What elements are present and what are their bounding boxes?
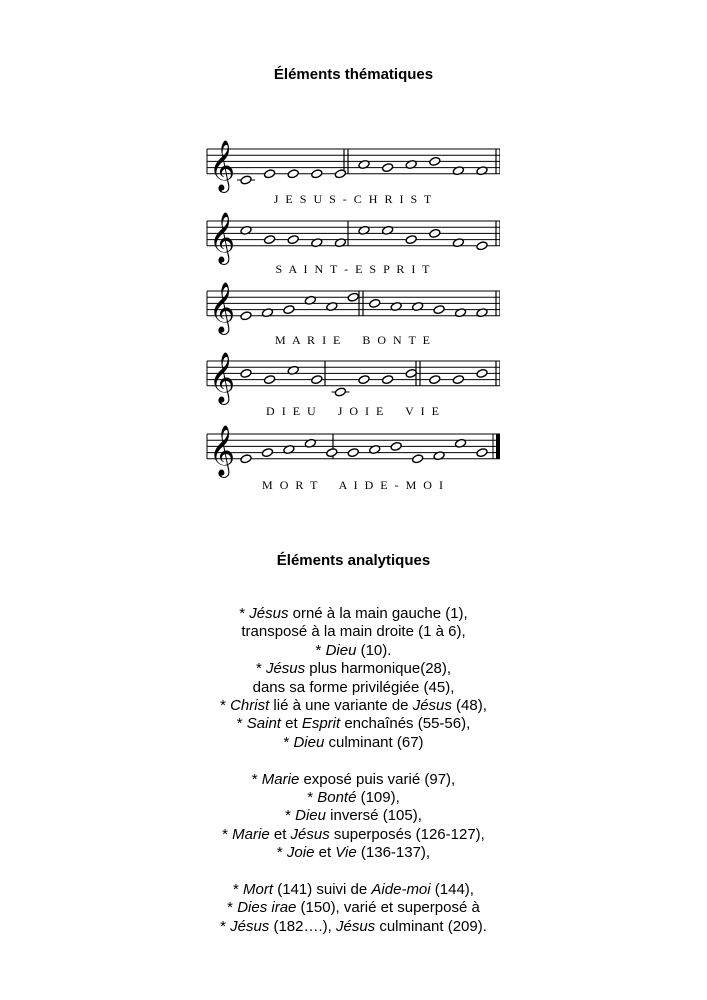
whole-note — [334, 169, 346, 179]
text-segment: (182….), — [269, 917, 336, 935]
whole-note — [452, 375, 464, 385]
whole-note — [347, 292, 359, 302]
text-segment: (141) suivi de — [273, 881, 372, 899]
theme-name: Saint — [246, 715, 281, 733]
whole-note — [287, 169, 299, 179]
text-segment: * — [255, 660, 266, 678]
text-segment: enchaînés (55-56), — [340, 715, 471, 733]
treble-clef-icon: 𝄞 — [209, 211, 236, 263]
whole-note — [429, 375, 441, 385]
analytic-line — [0, 844, 707, 862]
text-segment: et — [280, 715, 302, 733]
analytic-line — [0, 899, 707, 917]
whole-note — [390, 441, 402, 451]
theme-name: Esprit — [301, 715, 341, 733]
analytic-text — [0, 605, 707, 936]
music-staves — [200, 140, 500, 500]
text-segment: inversé (105), — [326, 807, 422, 825]
whole-note — [264, 169, 276, 179]
whole-note — [264, 375, 276, 385]
analytic-line — [0, 789, 707, 807]
text-segment: * — [276, 844, 287, 862]
text-segment: dans sa forme privilégiée (45), — [252, 678, 455, 696]
staff-lyric: J E S U S - C H R I S T — [273, 192, 434, 206]
text-segment: * — [236, 715, 247, 733]
whole-note — [429, 156, 441, 166]
text-segment: * — [220, 697, 231, 715]
blank-line — [0, 752, 707, 770]
analytic-line — [0, 642, 707, 660]
analytic-line — [0, 660, 707, 678]
whole-note — [240, 175, 252, 185]
analytic-line — [0, 734, 707, 752]
text-segment: culminant (209). — [375, 917, 487, 935]
whole-note — [382, 375, 394, 385]
text-segment: * — [315, 641, 326, 659]
whole-note — [283, 305, 295, 315]
text-segment: (136-137), — [356, 844, 431, 862]
whole-note — [347, 448, 359, 458]
whole-note — [334, 387, 346, 397]
analytic-line — [0, 918, 707, 936]
staff-4 — [207, 352, 500, 418]
text-segment: et — [314, 844, 336, 862]
blank-line — [0, 863, 707, 881]
staff-3 — [207, 282, 500, 347]
whole-note — [311, 375, 323, 385]
text-segment: * — [233, 881, 244, 899]
whole-note — [287, 235, 299, 245]
whole-note — [240, 368, 252, 378]
text-segment: * — [307, 789, 318, 807]
staff-5 — [207, 425, 500, 492]
whole-note — [240, 311, 252, 321]
text-segment: exposé puis varié (97), — [299, 770, 456, 788]
theme-name: Dieu — [295, 807, 326, 825]
text-segment: plus harmonique(28), — [305, 660, 452, 678]
whole-note — [433, 305, 445, 315]
theme-name: Jésus — [249, 605, 289, 622]
theme-name: Dieu — [325, 641, 357, 659]
theme-name: Jésus — [412, 697, 452, 715]
analytic-line — [0, 771, 707, 789]
staff-lyric: S A I N T - E S P R I T — [275, 262, 432, 276]
whole-note — [405, 235, 417, 245]
whole-note — [311, 169, 323, 179]
analytic-line — [0, 697, 707, 715]
final-barline — [496, 434, 500, 459]
text-segment: (144), — [430, 881, 474, 899]
whole-note — [476, 368, 488, 378]
text-segment: * — [283, 733, 294, 751]
theme-name: Christ — [230, 697, 270, 715]
theme-name: Vie — [335, 844, 357, 862]
whole-note — [476, 241, 488, 251]
staff-lyric: M A R I E B O N T E — [275, 333, 432, 347]
text-segment: * — [227, 899, 238, 917]
text-segment: superposés (126-127), — [329, 825, 485, 843]
whole-note — [382, 163, 394, 173]
theme-name: Jésus — [335, 917, 376, 935]
text-segment: et — [269, 825, 291, 843]
text-segment: lié à une variante de — [269, 697, 413, 715]
text-segment: (48), — [451, 697, 487, 715]
analytic-line — [0, 881, 707, 899]
text-segment: (150), varié et superposé à — [296, 899, 480, 917]
text-segment: (109), — [356, 789, 400, 807]
theme-name: Dies irae — [237, 899, 297, 917]
whole-note — [412, 454, 424, 464]
theme-name: Bonté — [317, 789, 357, 807]
analytic-line — [0, 715, 707, 733]
analytic-line — [0, 807, 707, 825]
whole-note — [240, 454, 252, 464]
staff-lyric: D I E U J O I E V I E — [266, 404, 441, 418]
text-segment: transposé à la main droite (1 à 6), — [241, 623, 466, 641]
treble-clef-icon: 𝄞 — [209, 281, 236, 333]
theme-name: Marie — [232, 825, 270, 843]
theme-name: Dieu — [293, 733, 325, 751]
thematic-title: Éléments thématiques — [273, 66, 434, 83]
theme-name: Mort — [243, 881, 274, 899]
whole-note — [369, 298, 381, 308]
text-segment: orné à la main gauche (1), — [288, 605, 468, 622]
treble-clef-icon: 𝄞 — [209, 351, 236, 403]
whole-note — [476, 448, 488, 458]
theme-name: Aide-moi — [371, 881, 431, 899]
analytic-line — [0, 679, 707, 697]
analytic-line — [0, 605, 707, 623]
text-segment: culminant (67) — [324, 733, 424, 751]
treble-clef-icon: 𝄞 — [209, 140, 236, 191]
text-segment: * — [251, 770, 262, 788]
theme-name: Jésus — [230, 917, 270, 935]
theme-name: Marie — [261, 770, 300, 788]
treble-clef-icon: 𝄞 — [209, 424, 236, 476]
analytic-line — [0, 623, 707, 641]
theme-name: Jésus — [290, 825, 330, 843]
staff-lyric: M O R T A I D E - M O I — [262, 478, 445, 492]
whole-note — [358, 375, 370, 385]
text-segment: * — [239, 605, 250, 622]
theme-name: Joie — [286, 844, 315, 862]
text-segment: (10). — [356, 641, 392, 659]
analytic-line — [0, 826, 707, 844]
theme-name: Jésus — [265, 660, 306, 678]
whole-note — [429, 228, 441, 238]
whole-note — [326, 448, 338, 458]
text-segment: * — [285, 807, 296, 825]
staff-1 — [207, 140, 500, 206]
analytic-title: Éléments analytiques — [276, 552, 431, 569]
text-segment: * — [222, 825, 233, 843]
whole-note — [261, 448, 273, 458]
whole-note — [264, 235, 276, 245]
staff-2 — [207, 212, 500, 276]
text-segment: * — [220, 917, 231, 935]
